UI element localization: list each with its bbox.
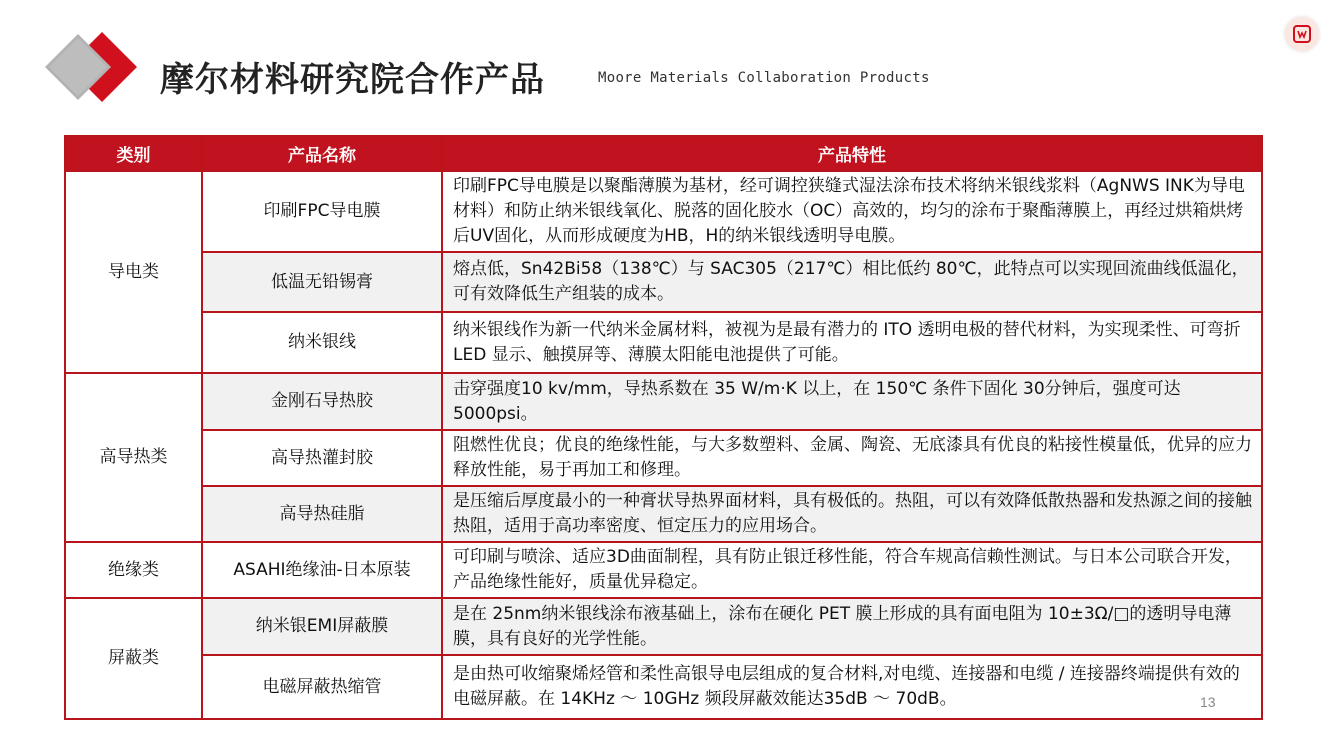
category-cell: 高导热类 bbox=[65, 373, 202, 542]
product-feature-cell: 是在 25nm纳米银线涂布液基础上，涂布在硬化 PET 膜上形成的具有面电阻为 10±3Ω/□的透明导电薄膜，具有良好的光学性能。 bbox=[442, 598, 1262, 655]
table-row bbox=[65, 598, 1262, 655]
product-feature-cell: 熔点低，Sn42Bi58（138℃）与 SAC305（217℃）相比低约 80℃，此特点可以实现回流曲线低温化，可有效降低生产组装的成本。 bbox=[442, 252, 1262, 312]
page-number: 13 bbox=[1200, 694, 1216, 710]
table-row bbox=[65, 252, 1262, 312]
product-name-cell: 电磁屏蔽热缩管 bbox=[202, 655, 442, 719]
table-header-row bbox=[65, 136, 1262, 171]
product-feature-cell: 是压缩后厚度最小的一种膏状导热界面材料，具有极低的。热阻，可以有效降低散热器和发热源之间的接触热阻，适用于高功率密度、恒定压力的应用场合。 bbox=[442, 486, 1262, 542]
app-badge-icon[interactable] bbox=[1285, 17, 1319, 51]
table-row bbox=[65, 430, 1262, 486]
header-product-name: 产品名称 bbox=[202, 136, 442, 171]
table-row bbox=[65, 542, 1262, 598]
product-feature-cell: 印刷FPC导电膜是以聚酯薄膜为基材，经可调控狭缝式湿法涂布技术将纳米银线浆料（AgNWS INK为导电材料）和防止纳米银线氧化、脱落的固化胶水（OC）高效的，均匀的涂布于聚酯薄膜上，再经过烘箱烘烤后UV固化，从而形成硬度为HB，H的纳米银线透明导电膜。 bbox=[442, 171, 1262, 252]
table-row bbox=[65, 171, 1262, 252]
product-name-cell: 金刚石导热胶 bbox=[202, 373, 442, 430]
header-product-features: 产品特性 bbox=[442, 136, 1262, 171]
table-row bbox=[65, 486, 1262, 542]
product-feature-cell: 击穿强度10 kv/mm，导热系数在 35 W/m·K 以上，在 150℃ 条件下固化 30分钟后，强度可达5000psi。 bbox=[442, 373, 1262, 430]
product-feature-cell: 可印刷与喷涂、适应3D曲面制程，具有防止银迁移性能，符合车规高信赖性测试。与日本公司联合开发，产品绝缘性能好，质量优异稳定。 bbox=[442, 542, 1262, 598]
table-row bbox=[65, 312, 1262, 373]
product-feature-cell: 是由热可收缩聚烯烃管和柔性高银导电层组成的复合材料,对电缆、连接器和电缆 / 连接器终端提供有效的电磁屏蔽。在 14KHz ～ 10GHz 频段屏蔽效能达35dB ～ 70dB。 bbox=[442, 655, 1262, 719]
product-name-cell: 高导热灌封胶 bbox=[202, 430, 442, 486]
header-category: 类别 bbox=[65, 136, 202, 171]
product-name-cell: ASAHI绝缘油-日本原装 bbox=[202, 542, 442, 598]
product-name-cell: 纳米银EMI屏蔽膜 bbox=[202, 598, 442, 655]
page-title: 摩尔材料研究院合作产品 bbox=[160, 60, 545, 100]
product-feature-cell: 纳米银线作为新一代纳米金属材料，被视为是最有潜力的 ITO 透明电极的替代材料，为实现柔性、可弯折 LED 显示、触摸屏等、薄膜太阳能电池提供了可能。 bbox=[442, 312, 1262, 373]
table-row bbox=[65, 655, 1262, 719]
product-name-cell: 高导热硅脂 bbox=[202, 486, 442, 542]
category-cell: 屏蔽类 bbox=[65, 598, 202, 719]
product-name-cell: 印刷FPC导电膜 bbox=[202, 171, 442, 252]
page-subtitle: Moore Materials Collaboration Products bbox=[598, 70, 930, 86]
diamond-logo-icon bbox=[40, 28, 140, 106]
category-cell: 导电类 bbox=[65, 171, 202, 373]
product-name-cell: 纳米银线 bbox=[202, 312, 442, 373]
product-feature-cell: 阻燃性优良；优良的绝缘性能，与大多数塑料、金属、陶瓷、无底漆具有优良的粘接性模量低，优异的应力释放性能，易于再加工和修理。 bbox=[442, 430, 1262, 486]
products-table bbox=[64, 135, 1263, 720]
table-row bbox=[65, 373, 1262, 430]
category-cell: 绝缘类 bbox=[65, 542, 202, 598]
product-name-cell: 低温无铅锡膏 bbox=[202, 252, 442, 312]
